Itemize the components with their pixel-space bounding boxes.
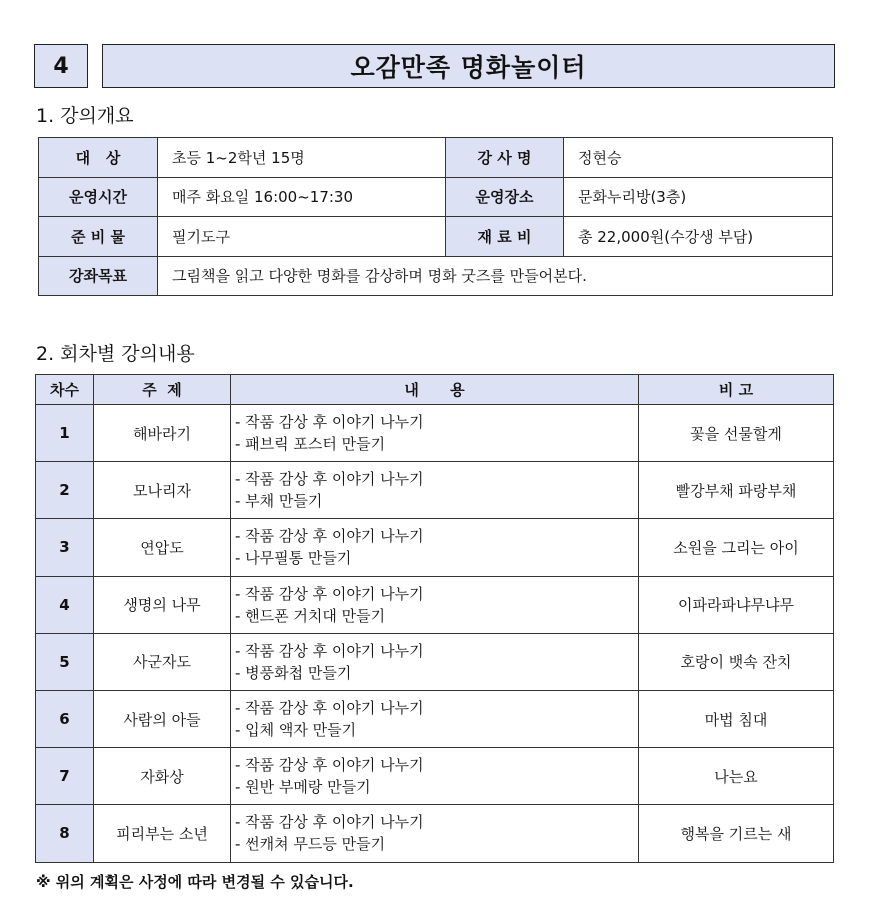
overview-row-target <box>39 138 833 178</box>
table-row <box>36 633 834 690</box>
session-note: 나는요 <box>639 748 834 805</box>
time-label: 운영시간 <box>39 177 158 217</box>
session-content <box>231 805 639 862</box>
header-no: 차수 <box>36 375 94 405</box>
supplies-label: 준 비 물 <box>39 217 158 257</box>
session-content-line-2: - 병풍화첩 만들기 <box>235 663 352 682</box>
sessions-table <box>35 374 834 863</box>
session-number: 1 <box>36 405 94 462</box>
session-content-line-2: - 원반 부메랑 만들기 <box>235 778 371 797</box>
session-content-line-1: - 작품 감상 후 이야기 나누기 <box>235 699 424 718</box>
session-content <box>231 462 639 519</box>
session-topic: 모나리자 <box>94 462 231 519</box>
session-content <box>231 633 639 690</box>
session-content-line-2: - 입체 액자 만들기 <box>235 721 357 740</box>
session-number: 5 <box>36 633 94 690</box>
session-number: 8 <box>36 805 94 862</box>
session-content-line-1: - 작품 감상 후 이야기 나누기 <box>235 756 424 775</box>
footnote: ※ 위의 계획은 사정에 따라 변경될 수 있습니다. <box>36 873 354 891</box>
overview-row-supplies <box>39 217 833 257</box>
table-row <box>36 405 834 462</box>
session-number: 7 <box>36 748 94 805</box>
session-content-line-2: - 핸드폰 거치대 만들기 <box>235 606 386 625</box>
session-content-line-2: - 부채 만들기 <box>235 492 323 511</box>
session-note: 호랑이 뱃속 잔치 <box>639 633 834 690</box>
course-number: 4 <box>34 44 88 88</box>
session-content-line-2: - 나무필통 만들기 <box>235 549 352 568</box>
table-row <box>36 519 834 576</box>
goal-value: 그림책을 읽고 다양한 명화를 감상하며 명화 굿즈를 만들어본다. <box>158 256 833 296</box>
place-value: 문화누리방(3층) <box>564 177 833 217</box>
time-value: 매주 화요일 16:00~17:30 <box>158 177 446 217</box>
material-fee-value: 총 22,000원(수강생 부담) <box>564 217 833 257</box>
overview-row-goal <box>39 256 833 296</box>
session-topic: 자화상 <box>94 748 231 805</box>
place-label: 운영장소 <box>446 177 564 217</box>
instructor-label: 강 사 명 <box>446 138 564 178</box>
session-note: 행복을 기르는 새 <box>639 805 834 862</box>
course-title: 오감만족 명화놀이터 <box>102 44 835 88</box>
session-note: 빨강부채 파랑부채 <box>639 462 834 519</box>
overview-table <box>38 137 833 296</box>
session-content <box>231 576 639 633</box>
session-content <box>231 519 639 576</box>
target-value: 초등 1~2학년 15명 <box>158 138 446 178</box>
session-content-line-1: - 작품 감상 후 이야기 나누기 <box>235 641 424 660</box>
table-row <box>36 748 834 805</box>
session-content-line-1: - 작품 감상 후 이야기 나누기 <box>235 470 424 489</box>
session-topic: 연압도 <box>94 519 231 576</box>
supplies-value: 필기도구 <box>158 217 446 257</box>
session-content-line-1: - 작품 감상 후 이야기 나누기 <box>235 813 424 832</box>
session-note: 소원을 그리는 아이 <box>639 519 834 576</box>
table-row <box>36 462 834 519</box>
session-number: 4 <box>36 576 94 633</box>
session-content-line-2: - 패브릭 포스터 만들기 <box>235 435 386 454</box>
session-content <box>231 405 639 462</box>
table-row <box>36 805 834 862</box>
session-note: 마법 침대 <box>639 690 834 747</box>
session-note: 꽃을 선물할게 <box>639 405 834 462</box>
session-note: 이파라파냐무냐무 <box>639 576 834 633</box>
session-content-line-1: - 작품 감상 후 이야기 나누기 <box>235 413 424 432</box>
session-content-line-2: - 썬캐쳐 무드등 만들기 <box>235 835 386 854</box>
sessions-header-row <box>36 375 834 405</box>
session-number: 3 <box>36 519 94 576</box>
session-topic: 생명의 나무 <box>94 576 231 633</box>
session-content <box>231 748 639 805</box>
instructor-value: 정현승 <box>564 138 833 178</box>
session-content-line-1: - 작품 감상 후 이야기 나누기 <box>235 527 424 546</box>
table-row <box>36 690 834 747</box>
material-fee-label: 재 료 비 <box>446 217 564 257</box>
header-note: 비 고 <box>639 375 834 405</box>
session-number: 2 <box>36 462 94 519</box>
session-content-line-1: - 작품 감상 후 이야기 나누기 <box>235 584 424 603</box>
session-topic: 사람의 아들 <box>94 690 231 747</box>
header-content: 내 용 <box>231 375 639 405</box>
session-topic: 해바라기 <box>94 405 231 462</box>
goal-label: 강좌목표 <box>39 256 158 296</box>
sessions-heading: 2. 회차별 강의내용 <box>36 343 195 365</box>
target-label: 대 상 <box>39 138 158 178</box>
session-number: 6 <box>36 690 94 747</box>
overview-heading: 1. 강의개요 <box>36 105 134 127</box>
header-topic: 주 제 <box>94 375 231 405</box>
session-content <box>231 690 639 747</box>
session-topic: 피리부는 소년 <box>94 805 231 862</box>
table-row <box>36 576 834 633</box>
session-topic: 사군자도 <box>94 633 231 690</box>
overview-row-time <box>39 177 833 217</box>
